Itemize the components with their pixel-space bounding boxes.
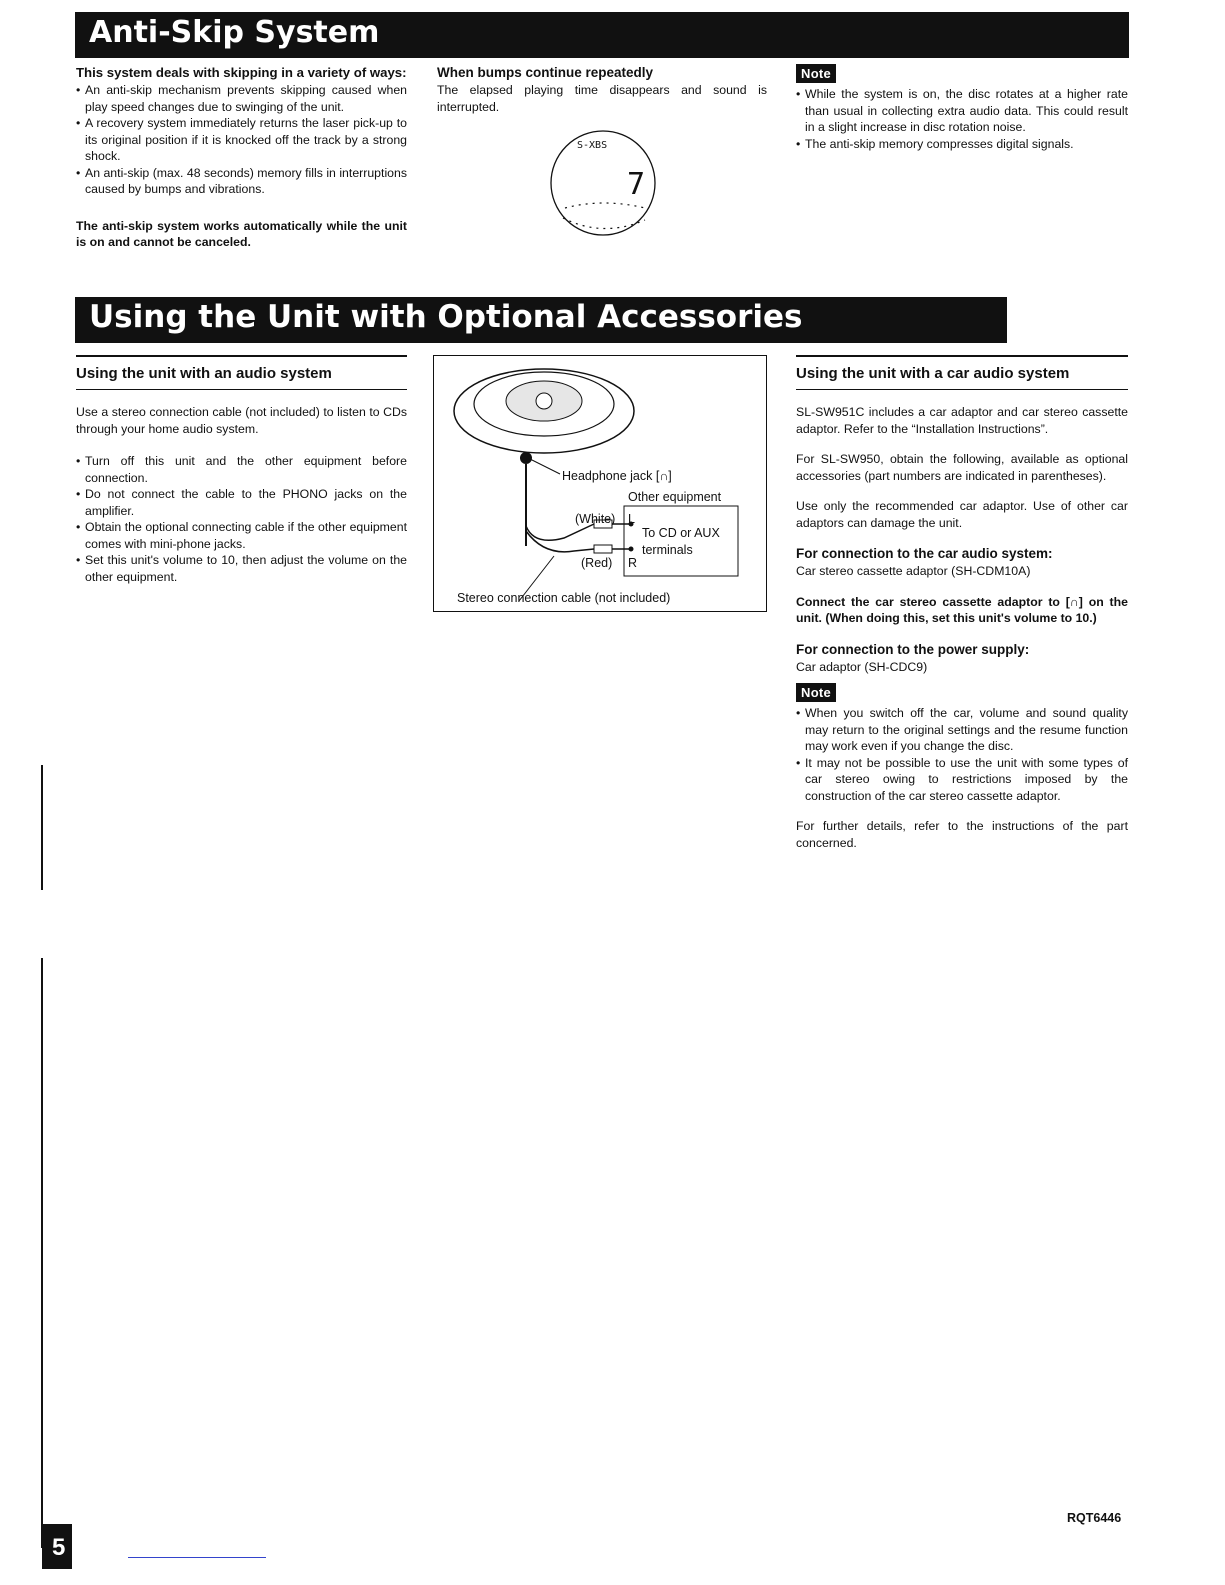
- list-item: • An anti-skip mechanism prevents skipping caused when play speed changes due to swinging of the unit.: [76, 82, 407, 115]
- audio-intro: Use a stereo connection cable (not included) to listen to CDs through your home audio system.: [76, 405, 407, 436]
- note-bullet-list: [796, 86, 1128, 152]
- audio-bullet-list: [76, 453, 407, 585]
- list-item: • The anti-skip memory compresses digital signals.: [796, 136, 1128, 153]
- margin-mark: [41, 958, 43, 1548]
- anti-skip-heading: This system deals with skipping in a variety of ways:: [76, 65, 407, 80]
- page-number-box: [42, 1524, 72, 1569]
- display-illustration: [545, 128, 665, 240]
- page-number: 5: [52, 1534, 66, 1561]
- note-badge: Note: [796, 683, 836, 702]
- display-dots: [565, 203, 645, 208]
- section-banner-anti-skip: [75, 12, 1129, 58]
- other-equipment-label: Other equipment: [628, 490, 722, 504]
- audio-system-column: [76, 355, 407, 585]
- car-subheading-text: Car adaptor (SH-CDC9): [796, 659, 928, 674]
- cable-red: [526, 531, 594, 552]
- list-item: • Turn off this unit and the other equipment before connection.: [76, 453, 407, 486]
- red-label: (Red): [581, 556, 613, 570]
- r-label: R: [628, 556, 638, 570]
- list-item: • It may not be possible to use the unit with some types of car stereo owing to restrictions imposed by the construction of the car stereo cassette adaptor.: [796, 755, 1128, 805]
- car-paragraph: Use only the recommended car adaptor. Use of other car adaptors can damage the unit.: [796, 499, 1128, 530]
- car-connect-text: Connect the car stereo cassette adaptor to [∩] on the unit. (When doing this, set this unit's volume to 10.): [796, 594, 1128, 625]
- terminals-label: terminals: [642, 543, 693, 557]
- list-item: • When you switch off the car, volume and sound quality may return to the original settings and the resume function may work even if you change the disc.: [796, 705, 1128, 755]
- connection-figure: [433, 355, 767, 612]
- car-paragraph: For SL-SW950, obtain the following, available as optional accessories (part numbers are indicated in parentheses).: [796, 452, 1128, 483]
- to-cd-label: To CD or AUX: [642, 526, 720, 540]
- section-title: Using the Unit with Optional Accessories: [89, 299, 803, 335]
- white-label: (White): [575, 512, 616, 526]
- margin-mark: [41, 765, 43, 890]
- cable-label: Stereo connection cable (not included): [457, 591, 671, 605]
- audio-system-heading: Using the unit with an audio system: [76, 357, 407, 390]
- headphone-jack-label: Headphone jack [∩]: [562, 469, 672, 483]
- car-subheading: For connection to the power supply:: [796, 641, 1030, 657]
- anti-skip-footer-text: The anti-skip system works automatically while the unit is on and cannot be canceled.: [76, 218, 407, 249]
- list-item: • Do not connect the cable to the PHONO jacks on the amplifier.: [76, 486, 407, 519]
- car-subheading-text: Car stereo cassette adaptor (SH-CDM10A): [796, 564, 1031, 578]
- anti-skip-bullet-list: [76, 82, 407, 198]
- anti-skip-column-2: [437, 64, 767, 115]
- section-banner-accessories: [75, 297, 1007, 343]
- bumps-heading: When bumps continue repeatedly: [437, 65, 654, 80]
- note-badge: Note: [796, 64, 836, 83]
- list-item: • Set this unit's volume to 10, then adjust the volume on the other equipment.: [76, 552, 407, 585]
- plug-red: [594, 545, 612, 553]
- player-center: [536, 393, 552, 409]
- list-item: • A recovery system immediately returns the laser pick-up to its original position if it is knocked off the track by a strong shock.: [76, 115, 407, 165]
- list-item: • Obtain the optional connecting cable if the other equipment comes with mini-phone jacks.: [76, 519, 407, 552]
- car-subheading: For connection to the car audio system:: [796, 546, 1053, 561]
- footer-rule: [128, 1557, 266, 1558]
- other-equipment-box: [624, 506, 738, 576]
- list-item: • While the system is on, the disc rotates at a higher rate than usual in collecting extra audio data. This could result in a slight increase in disc rotation noise.: [796, 86, 1128, 136]
- list-item: • An anti-skip (max. 48 seconds) memory fills in interruptions caused by bumps and vibrations.: [76, 165, 407, 198]
- bumps-text: The elapsed playing time disappears and sound is interrupted.: [437, 83, 767, 114]
- headphone-jack-icon: [520, 452, 532, 464]
- display-digit: 7: [627, 167, 646, 202]
- car-audio-heading: Using the unit with a car audio system: [796, 357, 1128, 390]
- section-title: Anti-Skip System: [89, 15, 380, 50]
- display-sxbs-label: S-XBS: [577, 140, 608, 151]
- anti-skip-note-column: [796, 64, 1128, 152]
- car-audio-column: [796, 355, 1128, 851]
- car-paragraph: SL-SW951C includes a car adaptor and car stereo cassette adaptor. Refer to the “Installation Instructions”.: [796, 405, 1128, 436]
- anti-skip-column-1: [76, 64, 407, 251]
- car-note-bullet-list: [796, 705, 1128, 804]
- car-further-text: For further details, refer to the instructions of the part concerned.: [796, 819, 1128, 850]
- document-code: RQT6446: [1067, 1511, 1122, 1525]
- l-label: L: [628, 512, 635, 526]
